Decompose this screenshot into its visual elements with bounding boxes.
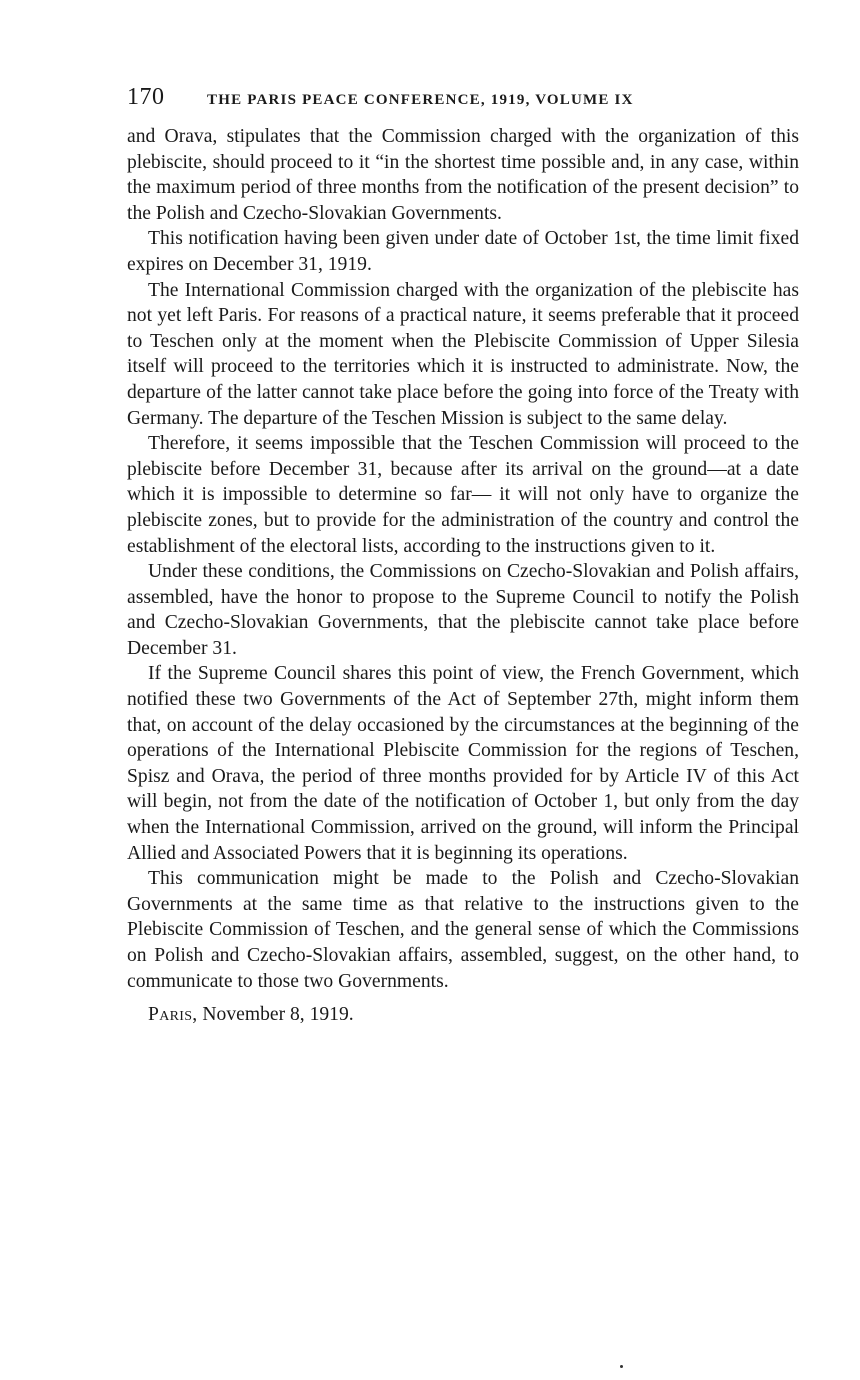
paragraph: This notification having been given under date of October 1st, the time limit fixed expires on December 31, 1919. (127, 228, 799, 275)
running-title: THE PARIS PEACE CONFERENCE, 1919, VOLUME IX (207, 92, 634, 108)
dateline (127, 1002, 799, 1028)
body-text (127, 124, 799, 994)
paragraph: Under these conditions, the Commissions on Czecho-Slovakian and Polish affairs, assembled, have the honor to propose to the Supreme Council to notify the Polish and Czecho-Slovakian Governments, that the plebiscite cannot take place before December 31. (127, 561, 799, 659)
paragraph: The International Commission charged with the organization of the plebiscite has not yet left Paris. For reasons of a practical nature, it seems preferable that it proceed to Teschen only at the moment when the Plebiscite Commission of Upper Silesia itself will proceed to the territories which it is instructed to administrate. Now, the departure of the latter cannot take place before the going into force of the Treaty with Germany. The departure of the Teschen Mission is subject to the same delay. (127, 279, 799, 429)
document-page (127, 84, 799, 1028)
paragraph: and Orava, stipulates that the Commission charged with the organization of this plebiscite, should proceed to it “in the shortest time possible and, in any case, within the maximum period of three months from the notification of the present decision” to the Polish and Czecho-Slovakian Governments. (127, 126, 799, 224)
dateline-date: November 8, 1919. (197, 1004, 354, 1026)
running-head (127, 84, 799, 118)
dateline-place: Paris, (148, 1004, 198, 1026)
print-speck (620, 1365, 623, 1368)
page-number: 170 (127, 84, 165, 110)
paragraph: Therefore, it seems impossible that the Teschen Commission will proceed to the plebiscite before December 31, because after its arrival on the ground—at a date which it is impossible to determine so far— it will not only have to organize the plebiscite zones, but to provide for the administration of the country and control the establishment of the electoral lists, according to the instructions given to it. (127, 433, 799, 557)
paragraph: This communication might be made to the Polish and Czecho-Slovakian Governments at the same time as that relative to the instructions given to the Plebiscite Commission of Teschen, and the general sense of which the Commissions on Polish and Czecho-Slovakian affairs, assembled, suggest, on the other hand, to communicate to those two Governments. (127, 868, 799, 992)
paragraph: If the Supreme Council shares this point of view, the French Government, which notified these two Governments of the Act of September 27th, might inform them that, on account of the delay occasioned by the circumstances at the beginning of the operations of the International Plebiscite Commission for the regions of Teschen, Spisz and Orava, the period of three months provided for by Article IV of this Act will begin, not from the date of the notification of October 1, but only from the day when the International Commission, arrived on the ground, will inform the Principal Allied and Associated Powers that it is beginning its operations. (127, 663, 799, 864)
